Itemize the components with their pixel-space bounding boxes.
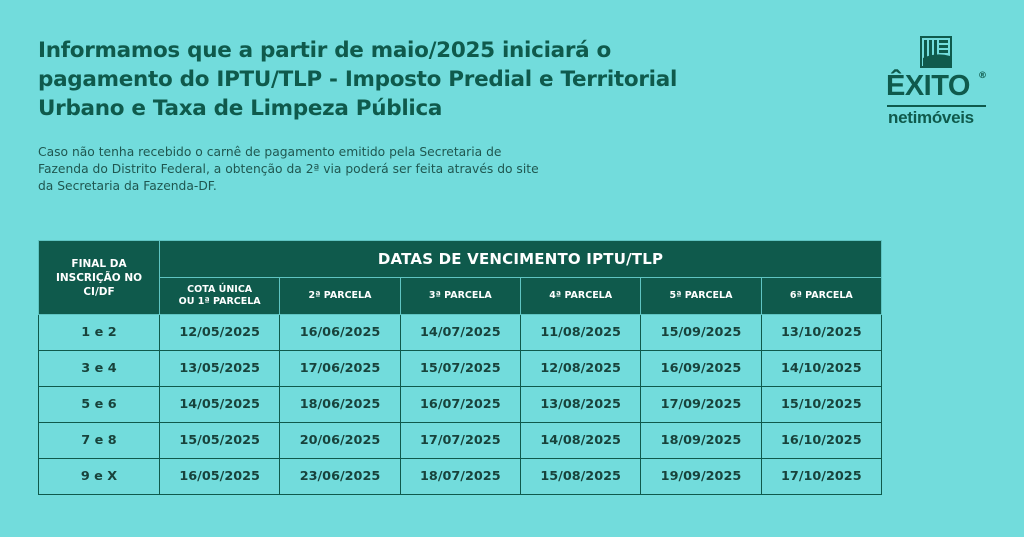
date-cell: 12/05/2025 xyxy=(160,315,280,351)
column-header: 2ª PARCELA xyxy=(280,278,400,315)
due-dates-table xyxy=(38,240,882,495)
final-digits-cell: 5 e 6 xyxy=(39,387,160,423)
date-cell: 13/05/2025 xyxy=(160,351,280,387)
date-cell: 13/08/2025 xyxy=(520,387,640,423)
column-header: 6ª PARCELA xyxy=(761,278,881,315)
column-header xyxy=(160,278,280,315)
info-paragraph xyxy=(38,144,598,195)
table-row xyxy=(39,351,882,387)
date-cell: 17/06/2025 xyxy=(280,351,400,387)
column-header: 3ª PARCELA xyxy=(400,278,520,315)
date-cell: 15/05/2025 xyxy=(160,423,280,459)
header-line: COTA ÚNICA xyxy=(187,284,253,295)
column-header: 4ª PARCELA xyxy=(520,278,640,315)
table-row xyxy=(39,315,882,351)
headline-line: pagamento do IPTU/TLP - Imposto Predial e Territorial xyxy=(38,67,678,92)
date-cell: 17/10/2025 xyxy=(761,459,881,495)
final-digits-cell: 9 e X xyxy=(39,459,160,495)
date-cell: 15/10/2025 xyxy=(761,387,881,423)
date-cell: 16/07/2025 xyxy=(400,387,520,423)
date-cell: 17/09/2025 xyxy=(641,387,761,423)
date-cell: 15/07/2025 xyxy=(400,351,520,387)
final-digits-cell: 3 e 4 xyxy=(39,351,160,387)
final-digits-cell: 7 e 8 xyxy=(39,423,160,459)
header-line: INSCRIÇÃO NO xyxy=(55,271,143,284)
installment-header-row xyxy=(39,278,882,315)
date-cell: 23/06/2025 xyxy=(280,459,400,495)
date-cell: 12/08/2025 xyxy=(520,351,640,387)
logo-name: ÊXITO xyxy=(886,70,970,102)
headline-line: Informamos que a partir de maio/2025 iniciará o xyxy=(38,38,612,63)
date-cell: 18/07/2025 xyxy=(400,459,520,495)
date-cell: 15/08/2025 xyxy=(520,459,640,495)
date-cell: 16/06/2025 xyxy=(280,315,400,351)
date-cell: 17/07/2025 xyxy=(400,423,520,459)
logo-divider xyxy=(887,105,986,107)
date-cell: 11/08/2025 xyxy=(520,315,640,351)
info-line: Fazenda do Distrito Federal, a obtenção da 2ª via poderá ser feita através do site xyxy=(38,162,539,176)
headline-line: Urbano e Taxa de Limpeza Pública xyxy=(38,96,443,121)
date-cell: 14/05/2025 xyxy=(160,387,280,423)
date-cell: 13/10/2025 xyxy=(761,315,881,351)
date-cell: 14/10/2025 xyxy=(761,351,881,387)
headline xyxy=(38,36,678,123)
table-row xyxy=(39,459,882,495)
table-header-row xyxy=(39,241,882,278)
logo-subtitle: netimóveis xyxy=(888,108,974,127)
header-line: FINAL DA xyxy=(71,257,127,270)
info-line: Caso não tenha recebido o carnê de pagamento emitido pela Secretaria de xyxy=(38,145,502,159)
date-cell: 19/09/2025 xyxy=(641,459,761,495)
date-cell: 14/08/2025 xyxy=(520,423,640,459)
registered-mark: ® xyxy=(978,71,987,81)
date-cell: 16/10/2025 xyxy=(761,423,881,459)
building-icon xyxy=(920,36,952,68)
table-row xyxy=(39,423,882,459)
date-cell: 16/05/2025 xyxy=(160,459,280,495)
final-digits-cell: 1 e 2 xyxy=(39,315,160,351)
date-cell: 20/06/2025 xyxy=(280,423,400,459)
table-row xyxy=(39,387,882,423)
date-cell: 18/09/2025 xyxy=(641,423,761,459)
date-cell: 16/09/2025 xyxy=(641,351,761,387)
info-line: da Secretaria da Fazenda-DF. xyxy=(38,179,217,193)
date-cell: 15/09/2025 xyxy=(641,315,761,351)
final-inscription-header xyxy=(39,241,160,315)
header-line: CI/DF xyxy=(83,285,115,298)
column-header: 5ª PARCELA xyxy=(641,278,761,315)
date-cell: 18/06/2025 xyxy=(280,387,400,423)
due-dates-title: DATAS DE VENCIMENTO IPTU/TLP xyxy=(160,241,882,278)
date-cell: 14/07/2025 xyxy=(400,315,520,351)
header-line: OU 1ª PARCELA xyxy=(178,296,261,307)
